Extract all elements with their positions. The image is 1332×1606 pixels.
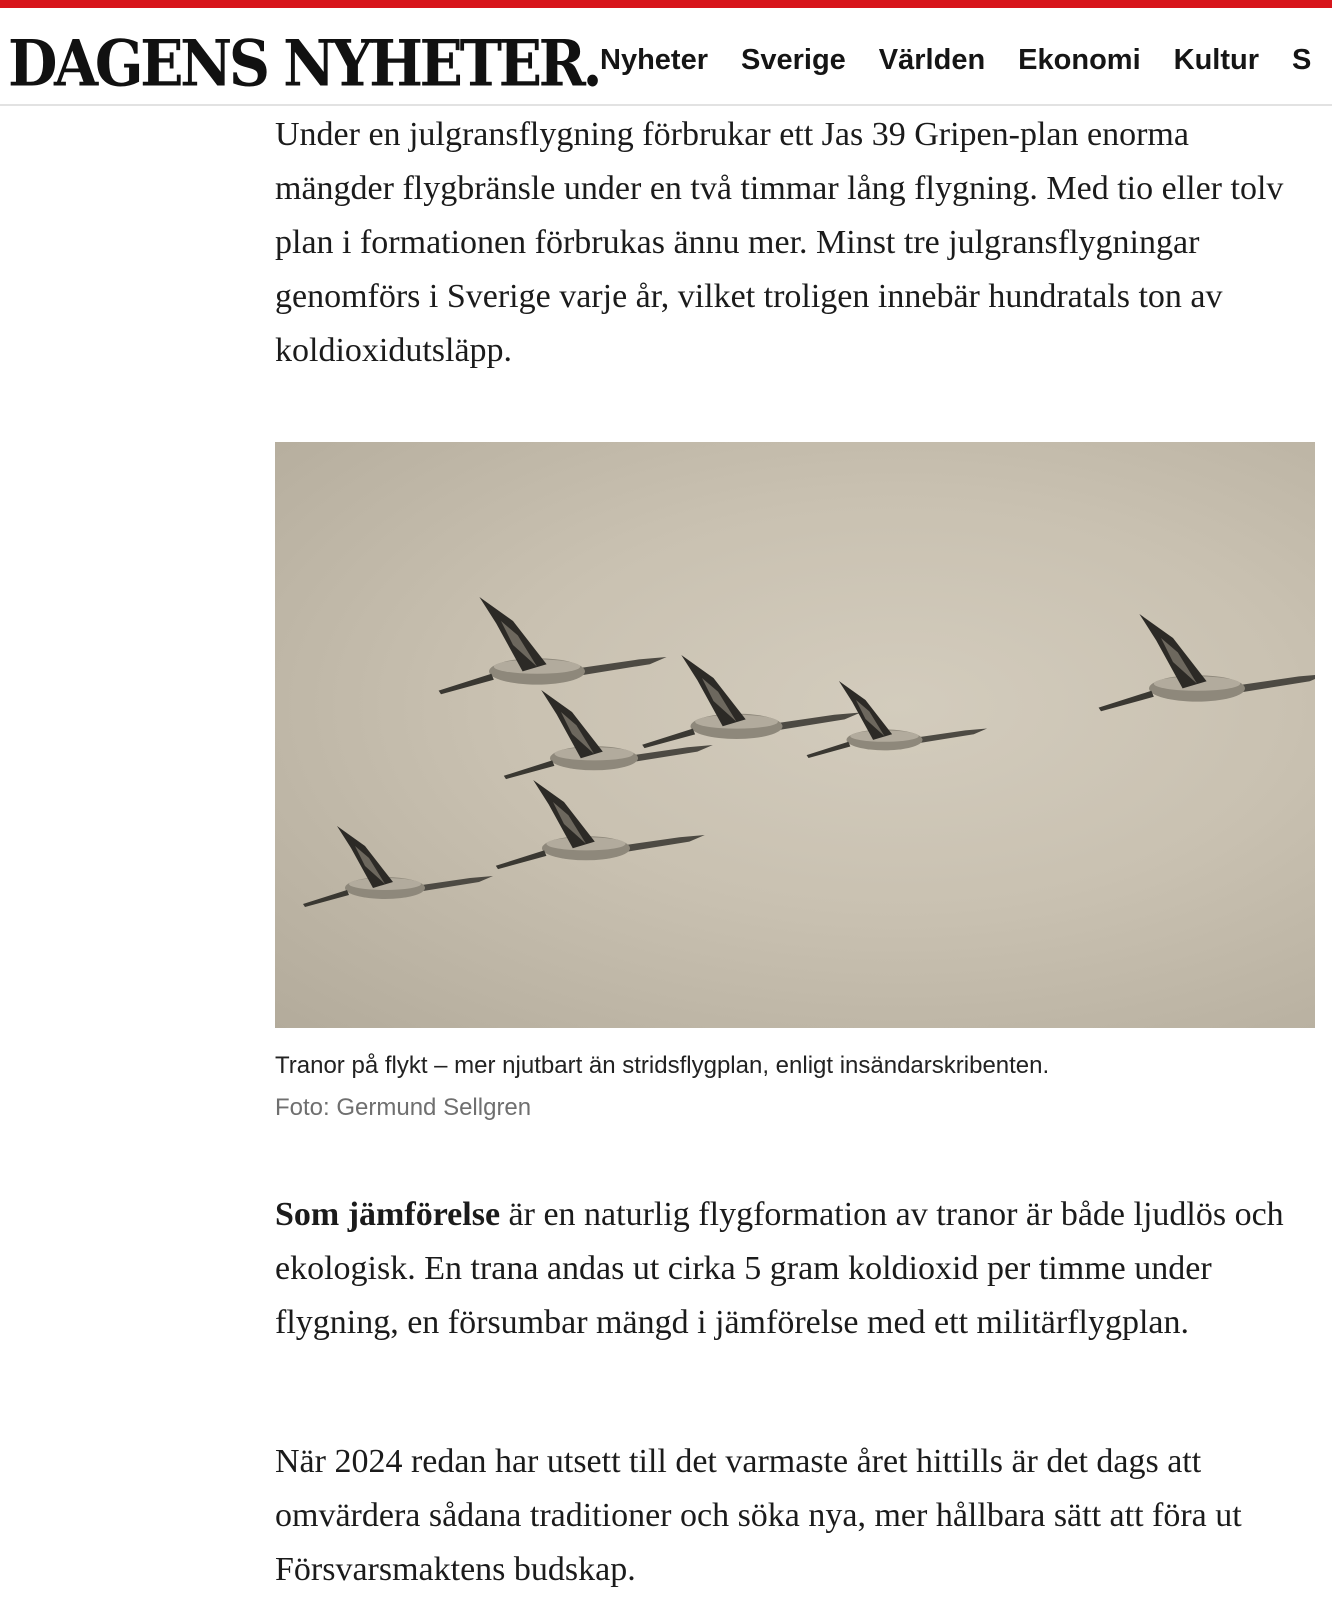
nav-item-truncated[interactable]: S xyxy=(1292,44,1312,76)
photo-caption xyxy=(275,1050,1315,1124)
main-nav xyxy=(600,44,1311,77)
nav-item-ekonomi[interactable]: Ekonomi xyxy=(1018,44,1141,76)
site-header xyxy=(0,8,1332,106)
top-accent-bar xyxy=(0,0,1332,8)
article-photo-cranes[interactable] xyxy=(275,442,1315,1028)
article-paragraph-1: Under en julgransflygning förbrukar ett Jas 39 Gripen-plan enorma mängder flygbränsle under en två timmar lång flygning. Med tio eller tolv plan i formationen förbrukas ännu mer. Minst tre julgransflygningar genomförs i Sverige varje år, vilket troligen innebär hundratals ton av koldioxidutsläpp. xyxy=(275,116,1284,369)
caption-text: Tranor på flykt – mer njutbart än stridsflygplan, enligt insändarskribenten. xyxy=(275,1052,1050,1079)
paragraph-lead: Som jämförelse xyxy=(275,1196,501,1233)
cranes-illustration xyxy=(275,442,1315,1028)
nav-item-sverige[interactable]: Sverige xyxy=(741,44,846,76)
paragraph-body: är en naturlig flygformation av tranor är både ljudlös och ekologisk. En trana andas ut cirka 5 gram koldioxid per timme under flygning, en försumbar mängd i jämförelse med ett militärflygplan. xyxy=(275,1196,1284,1341)
nav-item-kultur[interactable]: Kultur xyxy=(1173,44,1260,76)
nav-item-nyheter[interactable]: Nyheter xyxy=(600,44,708,76)
article-paragraph-3: När 2024 redan har utsett till det varmaste året hittills är det dags att omvärdera sådana traditioner och söka nya, mer hållbara sätt att föra ut Försvarsmaktens budskap. xyxy=(275,1443,1242,1588)
article-paragraph-2 xyxy=(275,1188,1315,1350)
nav-item-varlden[interactable]: Världen xyxy=(878,44,986,76)
site-logo[interactable]: DAGENS NYHETER. xyxy=(8,26,600,102)
photo-credit: Foto: Germund Sellgren xyxy=(275,1094,532,1121)
